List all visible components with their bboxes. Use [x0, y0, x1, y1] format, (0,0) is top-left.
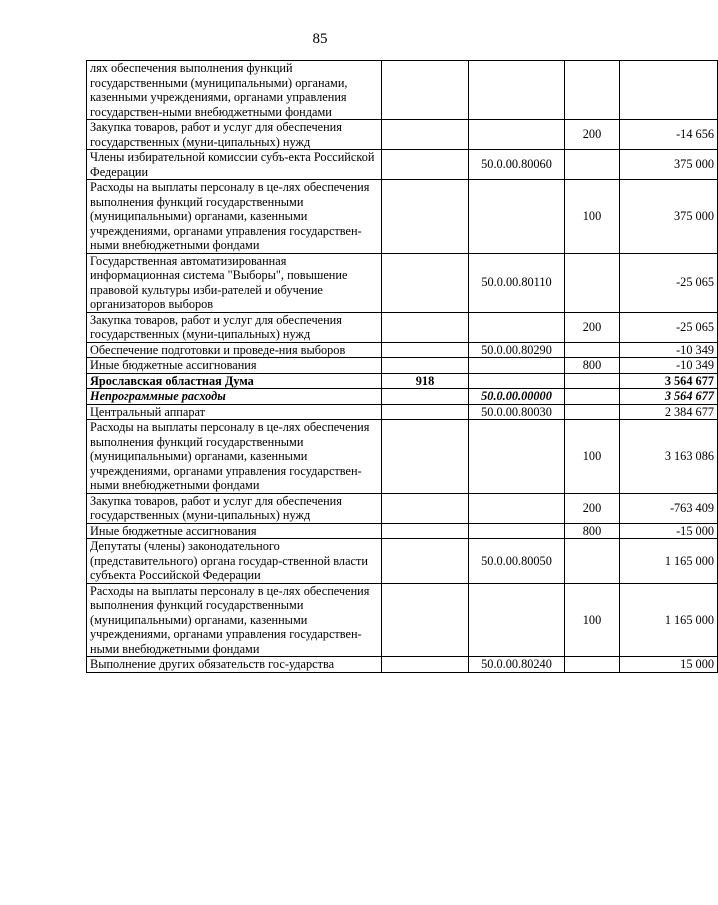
row-expense-type-cell: [565, 373, 620, 389]
row-sum-cell: -25 065: [620, 253, 718, 312]
table-row: [87, 493, 718, 523]
row-name-cell: Расходы на выплаты персоналу в це-лях обеспечения выполнения функций государственными (муниципальными) органами, казенными учреждениями, органами управления государствен-ными внебюджетными фондами: [87, 180, 382, 254]
row-name-cell: Иные бюджетные ассигнования: [87, 358, 382, 374]
row-code-cell: [382, 180, 469, 254]
row-name-cell: Расходы на выплаты персоналу в це-лях обеспечения выполнения функций государственными (муниципальными) органами, казенными учреждениями, органами управления государствен-ными внебюджетными фондами: [87, 583, 382, 657]
row-name-cell: Расходы на выплаты персоналу в це-лях обеспечения выполнения функций государственными (муниципальными) органами, казенными учреждениями, органами управления государствен-ными внебюджетными фондами: [87, 420, 382, 494]
table-row: [87, 253, 718, 312]
row-code-cell: [382, 539, 469, 584]
row-name-cell: Выполнение других обязательств гос-ударства: [87, 657, 382, 673]
table-row: [87, 180, 718, 254]
row-expense-type-cell: [565, 657, 620, 673]
row-code-cell: [382, 253, 469, 312]
row-target-article-cell: 50.0.00.80290: [469, 342, 565, 358]
table-body: [87, 61, 718, 673]
row-code-cell: [382, 583, 469, 657]
row-code-cell: [382, 420, 469, 494]
row-target-article-cell: [469, 583, 565, 657]
row-sum-cell: -15 000: [620, 523, 718, 539]
row-code-cell: [382, 120, 469, 150]
row-sum-cell: -10 349: [620, 358, 718, 374]
table-row: [87, 373, 718, 389]
row-sum-cell: 375 000: [620, 150, 718, 180]
row-target-article-cell: 50.0.00.80060: [469, 150, 565, 180]
row-sum-cell: [620, 61, 718, 120]
row-sum-cell: 3 163 086: [620, 420, 718, 494]
row-name-cell: Центральный аппарат: [87, 404, 382, 420]
row-sum-cell: 1 165 000: [620, 583, 718, 657]
row-sum-cell: -14 656: [620, 120, 718, 150]
row-expense-type-cell: 100: [565, 420, 620, 494]
row-expense-type-cell: [565, 61, 620, 120]
row-expense-type-cell: [565, 404, 620, 420]
row-code-cell: [382, 523, 469, 539]
table-row: [87, 420, 718, 494]
table-row: [87, 342, 718, 358]
row-name-cell: Депутаты (члены) законодательного (представительного) органа государ-ственной власти субъекта Российской Федерации: [87, 539, 382, 584]
row-expense-type-cell: 200: [565, 312, 620, 342]
row-code-cell: [382, 312, 469, 342]
row-target-article-cell: 50.0.00.80030: [469, 404, 565, 420]
row-code-cell: 918: [382, 373, 469, 389]
row-expense-type-cell: 200: [565, 493, 620, 523]
row-name-cell: Иные бюджетные ассигнования: [87, 523, 382, 539]
row-sum-cell: -10 349: [620, 342, 718, 358]
row-target-article-cell: 50.0.00.80050: [469, 539, 565, 584]
row-code-cell: [382, 389, 469, 405]
row-sum-cell: 3 564 677: [620, 373, 718, 389]
table-row: [87, 61, 718, 120]
table-row: [87, 358, 718, 374]
row-name-cell: Члены избирательной комиссии субъ-екта Российской Федерации: [87, 150, 382, 180]
row-name-cell: лях обеспечения выполнения функций государственными (муниципальными) органами, казенными учреждениями, органами управления государствен-ными внебюджетными фондами: [87, 61, 382, 120]
row-sum-cell: 15 000: [620, 657, 718, 673]
row-code-cell: [382, 493, 469, 523]
row-expense-type-cell: [565, 253, 620, 312]
row-target-article-cell: [469, 373, 565, 389]
row-expense-type-cell: [565, 539, 620, 584]
row-target-article-cell: 50.0.00.80110: [469, 253, 565, 312]
budget-table: [86, 60, 718, 673]
row-sum-cell: 1 165 000: [620, 539, 718, 584]
row-target-article-cell: 50.0.00.00000: [469, 389, 565, 405]
row-target-article-cell: [469, 312, 565, 342]
table-row: [87, 583, 718, 657]
table-row: [87, 539, 718, 584]
row-sum-cell: 375 000: [620, 180, 718, 254]
page-number: 85: [312, 31, 328, 47]
table-row: [87, 404, 718, 420]
row-name-cell: Государственная автоматизированная информационная система "Выборы", повышение правовой культуры изби-рателей и обучение организаторов выборов: [87, 253, 382, 312]
row-code-cell: [382, 358, 469, 374]
table-row: [87, 120, 718, 150]
row-expense-type-cell: 800: [565, 358, 620, 374]
table-row: [87, 523, 718, 539]
row-target-article-cell: [469, 180, 565, 254]
row-sum-cell: 2 384 677: [620, 404, 718, 420]
row-target-article-cell: [469, 420, 565, 494]
row-name-cell: Непрограммные расходы: [87, 389, 382, 405]
row-code-cell: [382, 150, 469, 180]
row-sum-cell: -25 065: [620, 312, 718, 342]
row-expense-type-cell: 100: [565, 180, 620, 254]
row-target-article-cell: [469, 493, 565, 523]
row-target-article-cell: 50.0.00.80240: [469, 657, 565, 673]
row-name-cell: Обеспечение подготовки и проведе-ния выборов: [87, 342, 382, 358]
row-target-article-cell: [469, 61, 565, 120]
row-code-cell: [382, 342, 469, 358]
row-expense-type-cell: [565, 389, 620, 405]
table-row: [87, 150, 718, 180]
table-row: [87, 312, 718, 342]
row-code-cell: [382, 657, 469, 673]
row-target-article-cell: [469, 120, 565, 150]
table-row: [87, 657, 718, 673]
row-code-cell: [382, 404, 469, 420]
row-name-cell: Закупка товаров, работ и услуг для обеспечения государственных (муни-ципальных) нужд: [87, 493, 382, 523]
row-expense-type-cell: 200: [565, 120, 620, 150]
row-target-article-cell: [469, 358, 565, 374]
row-expense-type-cell: [565, 342, 620, 358]
row-expense-type-cell: [565, 150, 620, 180]
row-sum-cell: -763 409: [620, 493, 718, 523]
row-code-cell: [382, 61, 469, 120]
table-row: [87, 389, 718, 405]
row-expense-type-cell: 800: [565, 523, 620, 539]
row-target-article-cell: [469, 523, 565, 539]
row-name-cell: Закупка товаров, работ и услуг для обеспечения государственных (муни-ципальных) нужд: [87, 312, 382, 342]
row-name-cell: Ярославская областная Дума: [87, 373, 382, 389]
row-expense-type-cell: 100: [565, 583, 620, 657]
row-name-cell: Закупка товаров, работ и услуг для обеспечения государственных (муни-ципальных) нужд: [87, 120, 382, 150]
row-sum-cell: 3 564 677: [620, 389, 718, 405]
